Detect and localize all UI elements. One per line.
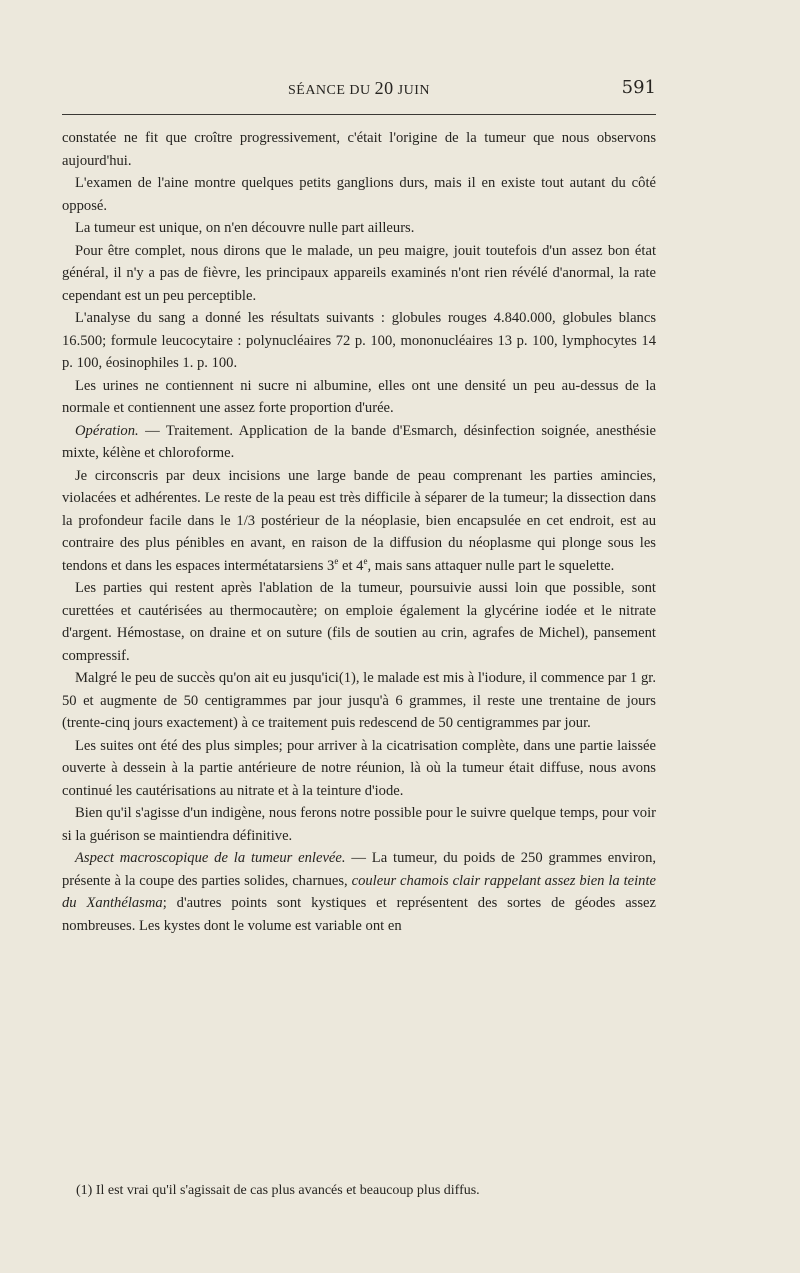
paragraph-text: — Traitement. Application de la bande d'Esmarch, désinfection soignée, anesthésie mixte, kélène et chloroforme. [62,422,656,461]
paragraph-text: — La tumeur, du poids de 250 grammes environ, présente à la coupe des parties solides, charnues, [62,850,657,889]
paragraph [62,465,656,578]
italic-phrase: couleur chamois clair rappelant assez bien la teinte du Xanthélasma [62,872,657,911]
paragraph: Les suites ont été des plus simples; pour arriver à la cicatrisation complète, dans une partie laissée ouverte à dessein à la partie antérieure de notre réunion, là où la tumeur était diffuse, nous avons continué les cautérisations au nitrate et à la teinture d'iode. [62,737,656,799]
section-label: Aspect macroscopique de la tumeur enlevée. [75,850,346,866]
paragraph: Les urines ne contiennent ni sucre ni albumine, elles ont une densité un peu au-dessus de la normale et contiennent une assez forte proportion d'urée. [62,377,656,416]
section-label: Opération. [75,422,139,439]
superscript: e [334,555,339,566]
paragraph: L'examen de l'aine montre quelques petits ganglions durs, mais il en existe tout autant du côté opposé. [62,175,656,214]
paragraph: L'analyse du sang a donné les résultats suivants : globules rouges 4.840.000, globules blancs 16.500; formule leucocytaire : polynucléaires 72 p. 100, mononucléaires 13 p. 100, lymphocytes 14 p. 100, éosinophiles 1. p. 100. [62,310,656,371]
paragraph-text: Je circonscris par deux incisions une large bande de peau comprenant les parties amincies, violacées et adhérentes. Le reste de la peau est très difficile à séparer de la tumeur; la dissection dans la profondeur facile dans le 1/3 postérieur de la néoplasie, bien encapsulée en cet endroit, est au contraire des plus pénibles en avant, en raison de la diffusion du néoplasme qui plonge sous les tendons et dans les espaces intermétatarsiens 3 [62,467,656,574]
paragraph-text: , mais sans attaquer nulle part le squelette. [367,557,615,574]
header-title-day: 20 [374,78,394,98]
paragraph-text: ; d'autres points sont kystiques et représentent des sortes de géodes assez nombreuses. Les kystes dont le volume est variable ont en [62,895,656,934]
running-header [62,78,656,102]
header-rule [62,114,656,115]
body-text [62,127,656,937]
paragraph: Bien qu'il s'agisse d'un indigène, nous ferons notre possible pour le suivre quelque temps, pour voir si la guérison se maintiendra définitive. [62,805,656,844]
paragraph: Malgré le peu de succès qu'on ait eu jusqu'ici(1), le malade est mis à l'iodure, il commence par 1 gr. 50 et augmente de 50 centigrammes par jour jusqu'à 6 grammes, il reste une trentaine de jours (trente-cinq jours exactement) à ce traitement puis redescend de 50 centigrammes par jour. [62,670,656,731]
header-title [62,78,656,99]
paragraph: Les parties qui restent après l'ablation de la tumeur, poursuivie aussi loin que possible, sont curettées et cautérisées au thermocautère; on emploie également la glycérine iodée et le nitrate d'argent. Hémostase, on draine et on suture (fils de soutien au crin, agrafes de Michel), pansement compressif. [62,580,656,664]
superscript: e [363,555,368,566]
paragraph [62,847,656,937]
page-number: 591 [621,77,656,98]
footnote: (1) Il est vrai qu'il s'agissait de cas plus avancés et beaucoup plus diffus. [76,1183,480,1198]
paragraph [62,420,656,465]
paragraph: constatée ne fit que croître progressivement, c'était l'origine de la tumeur que nous observons aujourd'hui. [62,130,656,169]
paragraph-text: et 4 [338,557,364,574]
paragraph: La tumeur est unique, on n'en découvre nulle part ailleurs. [75,220,415,236]
paragraph: Pour être complet, nous dirons que le malade, un peu maigre, jouit toutefois d'un assez bon état général, il n'y a pas de fièvre, les principaux appareils examinés n'ont rien révélé d'anormal, la rate cependant est un peu perceptible. [62,242,656,304]
header-title-part: SÉANCE DU [287,83,375,98]
header-title-part: JUIN [393,83,430,98]
